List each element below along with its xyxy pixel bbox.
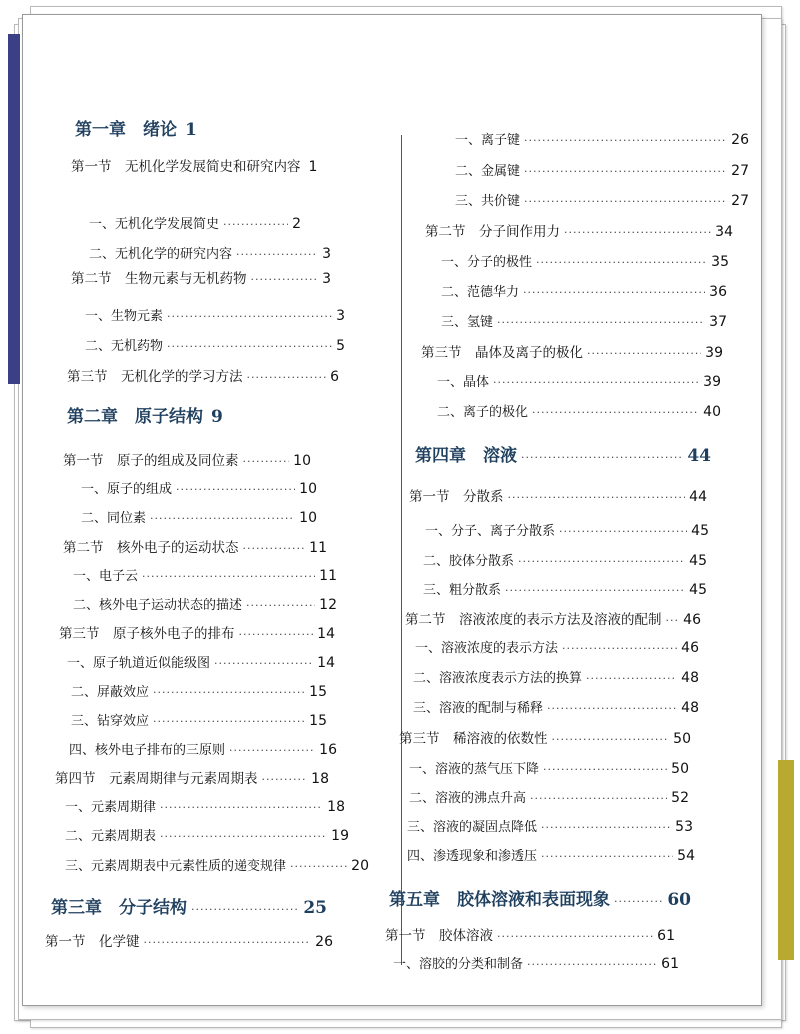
toc-section-title: 第三节 稀溶液的依数性	[399, 731, 548, 747]
dot-leader	[497, 316, 705, 329]
toc-item-entry	[85, 335, 345, 354]
toc-section-title: 第二节 分子间作用力	[425, 224, 560, 240]
toc-chapter-title: 第二章 原子结构	[67, 407, 203, 427]
toc-page-number: 26	[315, 934, 333, 950]
toc-section-title: 第二节 溶液浓度的表示方法及溶液的配制	[405, 612, 662, 628]
toc-item-title: 一、原子轨道近似能级图	[67, 656, 211, 671]
toc-item-title: 一、晶体	[437, 375, 490, 390]
toc-item-title: 四、渗透现象和渗透压	[407, 849, 538, 864]
toc-page-number: 20	[351, 858, 369, 874]
toc-item-title: 二、溶液的沸点升高	[409, 791, 527, 806]
toc-item-title: 二、无机药物	[85, 339, 164, 354]
dot-leader	[150, 512, 295, 525]
toc-item-title: 二、元素周期表	[65, 829, 157, 844]
toc-page-number: 50	[673, 731, 691, 747]
toc-page-number: 25	[303, 898, 327, 918]
toc-chapter-title: 第四章 溶液	[415, 446, 517, 466]
toc-page-number: 5	[336, 338, 345, 354]
dot-leader	[586, 672, 677, 685]
toc-item-entry	[409, 758, 689, 777]
toc-item-entry	[65, 855, 369, 874]
dot-leader	[524, 165, 727, 178]
toc-page-number: 15	[309, 684, 327, 700]
toc-item-title: 三、共价键	[455, 194, 521, 209]
toc-section-title: 第一节 无机化学发展简史和研究内容	[71, 159, 301, 175]
toc-item-title: 一、生物元素	[85, 309, 164, 324]
toc-item-title: 三、元素周期表中元素性质的递变规律	[65, 859, 287, 874]
dot-leader	[246, 599, 315, 612]
toc-item-entry	[455, 160, 749, 179]
dot-leader	[214, 657, 313, 670]
dot-leader	[160, 830, 327, 843]
toc-chapter-entry	[67, 402, 223, 427]
toc-page-number: 40	[703, 404, 721, 420]
toc-item-entry	[437, 371, 721, 390]
toc-section-title: 第一节 分散系	[409, 489, 504, 505]
dot-leader	[493, 376, 699, 389]
toc-item-entry	[425, 520, 709, 539]
toc-section-entry	[63, 449, 311, 469]
toc-page-number: 39	[705, 345, 723, 361]
dot-leader	[666, 614, 680, 627]
toc-item-title: 二、同位素	[81, 511, 147, 526]
toc-chapter-entry	[75, 115, 197, 140]
dot-leader	[247, 371, 327, 384]
toc-section-entry	[55, 767, 329, 787]
toc-page-number: 2	[292, 216, 301, 232]
toc-section-title: 第三节 无机化学的学习方法	[67, 369, 243, 385]
toc-page-number: 14	[317, 655, 335, 671]
toc-page-number: 27	[731, 163, 749, 179]
toc-section-title: 第一节 胶体溶液	[385, 928, 493, 944]
toc-section-title: 第三节 原子核外电子的排布	[59, 626, 235, 642]
toc-page-number: 1	[185, 120, 197, 140]
toc-page-number: 44	[687, 446, 711, 466]
dot-leader	[167, 340, 332, 353]
dot-leader	[527, 958, 657, 971]
dot-leader	[262, 773, 308, 786]
toc-section-entry	[45, 930, 333, 950]
toc-item-entry	[407, 816, 693, 835]
toc-item-entry	[415, 637, 699, 656]
toc-page-number: 61	[657, 928, 675, 944]
dot-leader	[236, 248, 318, 261]
toc-item-title: 一、元素周期律	[65, 800, 157, 815]
dot-leader	[530, 792, 667, 805]
toc-section-entry	[71, 267, 331, 287]
toc-page-number: 52	[671, 790, 689, 806]
toc-item-title: 二、屏蔽效应	[71, 685, 150, 700]
toc-page-number: 50	[671, 761, 689, 777]
toc-page-number: 15	[309, 713, 327, 729]
toc-item-entry	[441, 311, 727, 330]
dot-leader	[142, 570, 315, 583]
dot-leader	[547, 702, 677, 715]
toc-item-entry	[455, 190, 749, 209]
toc-page-number: 45	[691, 523, 709, 539]
toc-item-entry	[407, 845, 695, 864]
toc-page-number: 27	[731, 193, 749, 209]
dot-leader	[518, 555, 685, 568]
dot-leader	[191, 903, 299, 916]
toc-item-title: 三、氢键	[441, 315, 494, 330]
toc-item-title: 一、分子、离子分散系	[425, 524, 556, 539]
toc-item-entry	[73, 594, 337, 613]
dot-leader	[167, 310, 332, 323]
toc-item-entry	[89, 213, 301, 232]
dot-leader	[153, 686, 305, 699]
dot-leader	[239, 628, 314, 641]
toc-section-entry	[67, 365, 339, 385]
toc-item-entry	[423, 579, 707, 598]
toc-page-number: 10	[299, 481, 317, 497]
toc-item-entry	[67, 652, 335, 671]
toc-page-number: 16	[319, 742, 337, 758]
toc-chapter-title: 第五章 胶体溶液和表面现象	[389, 890, 610, 910]
toc-item-entry	[69, 739, 337, 758]
toc-item-title: 一、溶胶的分类和制备	[393, 957, 524, 972]
dot-leader	[532, 406, 699, 419]
toc-item-entry	[85, 305, 345, 324]
dot-leader	[541, 850, 673, 863]
toc-item-entry	[413, 667, 699, 686]
toc-chapter-entry	[389, 885, 691, 910]
toc-item-title: 二、胶体分散系	[423, 554, 515, 569]
toc-page-number: 3	[336, 308, 345, 324]
page-edge-navy	[8, 34, 20, 384]
dot-leader	[552, 733, 670, 746]
toc-item-entry	[81, 507, 317, 526]
toc-page-number: 11	[309, 540, 327, 556]
toc-section-entry	[409, 485, 707, 505]
toc-item-entry	[409, 787, 689, 806]
toc-section-entry	[63, 536, 327, 556]
toc-page-number: 61	[661, 956, 679, 972]
toc-chapter-entry	[415, 441, 711, 466]
toc-item-title: 一、溶液的蒸气压下降	[409, 762, 540, 777]
toc-item-title: 一、溶液浓度的表示方法	[415, 641, 559, 656]
toc-item-title: 四、核外电子排布的三原则	[69, 743, 226, 758]
dot-leader	[587, 347, 701, 360]
toc-item-entry	[81, 478, 317, 497]
dot-leader	[562, 642, 677, 655]
toc-section-entry	[385, 924, 675, 944]
toc-page-number: 48	[681, 670, 699, 686]
toc-section-entry	[71, 155, 318, 175]
toc-page-number: 26	[731, 132, 749, 148]
toc-item-title: 二、核外电子运动状态的描述	[73, 598, 243, 613]
toc-section-entry	[405, 608, 701, 628]
toc-item-entry	[71, 681, 327, 700]
toc-item-title: 一、离子键	[455, 133, 521, 148]
toc-item-title: 一、分子的极性	[441, 255, 533, 270]
dot-leader	[229, 744, 315, 757]
toc-page-number: 10	[293, 453, 311, 469]
dot-leader	[521, 451, 683, 464]
toc-page-number: 53	[675, 819, 693, 835]
toc-section-entry	[425, 220, 733, 240]
toc-page-number: 60	[667, 890, 691, 910]
toc-page-number: 11	[319, 568, 337, 584]
dot-leader	[505, 584, 685, 597]
toc-item-title: 二、金属键	[455, 164, 521, 179]
toc-section-entry	[399, 727, 691, 747]
toc-section-title: 第四节 元素周期律与元素周期表	[55, 771, 258, 787]
dot-leader	[153, 715, 305, 728]
toc-chapter-entry	[51, 893, 327, 918]
toc-page-number: 48	[681, 700, 699, 716]
toc-page-number: 45	[689, 582, 707, 598]
dot-leader	[290, 860, 347, 873]
toc-item-title: 三、溶液的凝固点降低	[407, 820, 538, 835]
toc-page-number: 14	[317, 626, 335, 642]
toc-item-entry	[437, 401, 721, 420]
toc-page-number: 34	[715, 224, 733, 240]
toc-item-entry	[71, 710, 327, 729]
dot-leader	[243, 542, 306, 555]
toc-item-title: 三、溶液的配制与稀释	[413, 701, 544, 716]
dot-leader	[524, 195, 727, 208]
dot-leader	[223, 218, 288, 231]
dot-leader	[508, 491, 686, 504]
dot-leader	[614, 895, 663, 908]
dot-leader	[176, 483, 295, 496]
toc-item-entry	[65, 825, 349, 844]
toc-section-title: 第一节 原子的组成及同位素	[63, 453, 239, 469]
dot-leader	[497, 930, 653, 943]
toc-item-entry	[65, 796, 345, 815]
toc-item-title: 一、无机化学发展简史	[89, 217, 220, 232]
toc-item-entry	[423, 550, 707, 569]
toc-item-entry	[455, 129, 749, 148]
dot-leader	[541, 821, 671, 834]
toc-item-title: 二、离子的极化	[437, 405, 529, 420]
toc-page-number: 36	[709, 284, 727, 300]
toc-item-title: 三、粗分散系	[423, 583, 502, 598]
toc-item-title: 二、范德华力	[441, 285, 520, 300]
toc-section-title: 第一节 化学键	[45, 934, 140, 950]
toc-section-title: 第三节 晶体及离子的极化	[421, 345, 583, 361]
toc-page-number: 37	[709, 314, 727, 330]
toc-page-number: 6	[330, 369, 339, 385]
toc-item-entry	[441, 251, 729, 270]
dot-leader	[251, 273, 319, 286]
toc-item-title: 三、钻穿效应	[71, 714, 150, 729]
toc-item-entry	[441, 281, 727, 300]
dot-leader	[564, 226, 711, 239]
dot-leader	[559, 525, 687, 538]
toc-page-number: 44	[689, 489, 707, 505]
toc-page-number: 45	[689, 553, 707, 569]
toc-page-number: 46	[683, 612, 701, 628]
page-edge-olive	[778, 760, 794, 960]
toc-page-number: 3	[322, 246, 331, 262]
toc-page-number: 19	[331, 828, 349, 844]
toc-page-number: 54	[677, 848, 695, 864]
dot-leader	[523, 286, 705, 299]
toc-page-number: 9	[211, 407, 223, 427]
toc-page-number: 10	[299, 510, 317, 526]
toc-left-column	[23, 15, 383, 1005]
toc-chapter-title: 第三章 分子结构	[51, 898, 187, 918]
toc-item-entry	[73, 565, 337, 584]
dot-leader	[524, 134, 727, 147]
toc-item-title: 二、无机化学的研究内容	[89, 247, 233, 262]
dot-leader	[160, 801, 323, 814]
toc-section-entry	[421, 341, 723, 361]
toc-page-number: 18	[311, 771, 329, 787]
toc-page-number: 3	[322, 271, 331, 287]
toc-item-title: 二、溶液浓度表示方法的换算	[413, 671, 583, 686]
toc-item-title: 一、原子的组成	[81, 482, 173, 497]
toc-page-number: 39	[703, 374, 721, 390]
table-of-contents-page	[22, 14, 762, 1006]
toc-item-title: 一、电子云	[73, 569, 139, 584]
dot-leader	[144, 936, 312, 949]
dot-leader	[543, 763, 667, 776]
toc-section-entry	[59, 622, 335, 642]
toc-page-number: 46	[681, 640, 699, 656]
toc-item-entry	[413, 697, 699, 716]
toc-page-number: 12	[319, 597, 337, 613]
toc-right-column	[383, 15, 749, 1005]
toc-item-entry	[393, 953, 679, 972]
toc-section-title: 第二节 生物元素与无机药物	[71, 271, 247, 287]
toc-page-number: 35	[711, 254, 729, 270]
toc-page-number: 1	[308, 159, 318, 175]
toc-page-number: 18	[327, 799, 345, 815]
dot-leader	[243, 455, 290, 468]
toc-item-entry	[89, 243, 331, 262]
toc-chapter-title: 第一章 绪论	[75, 120, 177, 140]
dot-leader	[536, 256, 707, 269]
toc-section-title: 第二节 核外电子的运动状态	[63, 540, 239, 556]
